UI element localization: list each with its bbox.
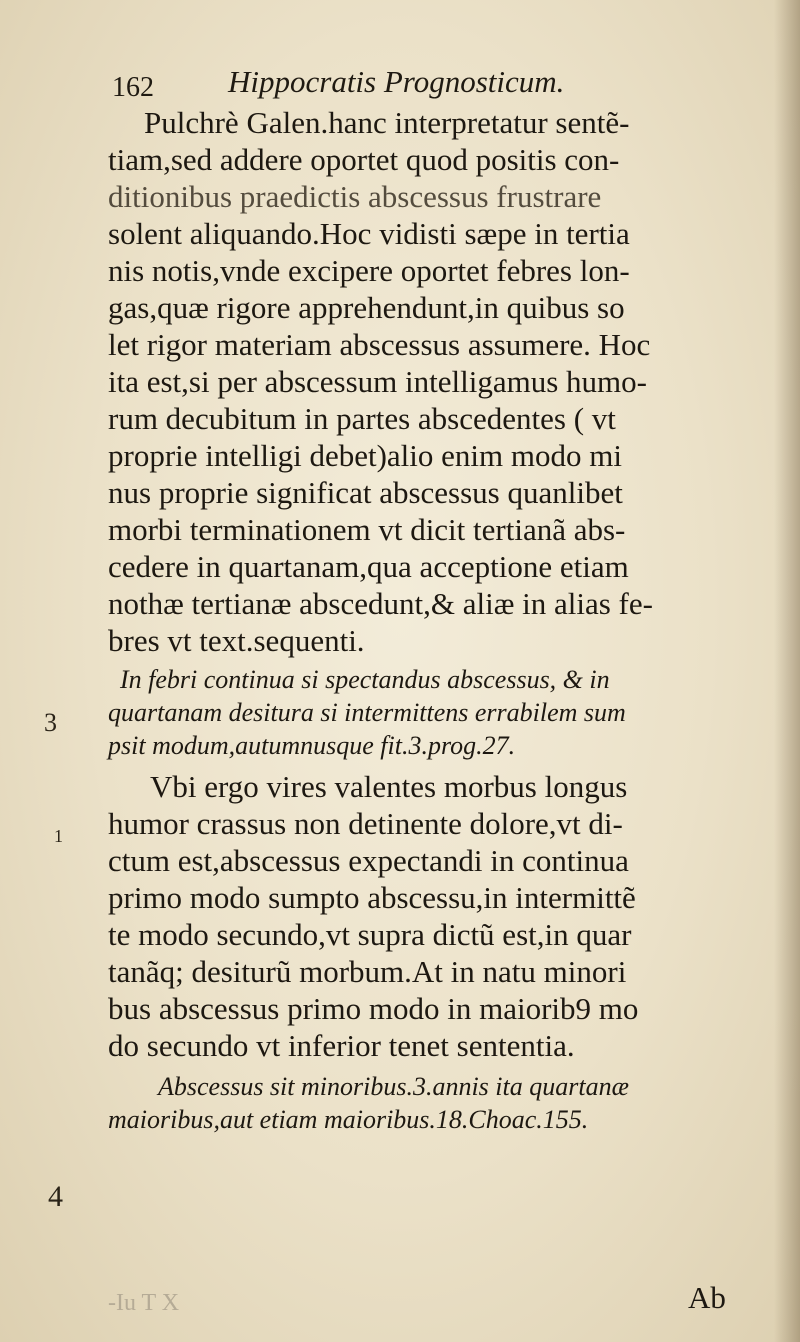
text-line: let rigor materiam abscessus assumere. Hoc [108,327,651,362]
text-line: te modo secundo,vt supra dictũ est,in quar [108,917,632,952]
text-line: gas,quæ rigore apprehendunt,in quibus so [108,290,625,325]
catchword: Ab [688,1280,726,1315]
body-text [108,104,733,1136]
text-line: nothæ tertianæ abscedunt,& aliæ in alias fe- [108,586,653,621]
page-header [112,62,732,102]
italic-quote-line: Abscessus sit minoribus.3.annis ita quartanæ [158,1072,629,1101]
text-line: proprie intelligi debet)alio enim modo mi [108,438,622,473]
text-line: rum decubitum in partes abscedentes ( vt [108,401,616,436]
margin-mark: 3 [44,708,57,737]
page-number: 162 [112,72,154,103]
margin-mark: 1 [54,826,63,846]
italic-quote-line: psit modum,autumnusque fit.3.prog.27. [108,731,516,760]
text-line: tanãq; desiturũ morbum.At in natu minori [108,954,627,989]
page-gutter-shadow [774,0,800,1342]
text-line: do secundo vt inferior tenet sententia. [108,1028,575,1063]
text-line: ctum est,abscessus expectandi in continua [108,843,629,878]
text-line: ditionibus praedictis abscessus frustrare [108,179,602,214]
text-line: ita est,si per abscessum intelligamus humo- [108,364,647,399]
text-line: Pulchrè Galen.hanc interpretatur sentẽ- [144,105,630,140]
text-line: morbi terminationem vt dicit tertianã abs- [108,512,626,547]
text-line: Vbi ergo vires valentes morbus longus [150,769,628,804]
faint-footer-text: -Iu T X [108,1290,180,1316]
text-line: nus proprie significat abscessus quanlibet [108,475,623,510]
text-line: primo modo sumpto abscessu,in intermittẽ [108,880,636,915]
italic-quote-line: maioribus,aut etiam maioribus.18.Choac.155. [108,1105,589,1134]
italic-quote-line: quartanam desitura si intermittens errabilem sum [108,698,626,727]
running-title: Hippocratis Prognosticum. [228,64,565,99]
text-line: humor crassus non detinente dolore,vt di- [108,806,623,841]
text-line: solent aliquando.Hoc vidisti sæpe in tertia [108,216,630,251]
text-line: cedere in quartanam,qua acceptione etiam [108,549,629,584]
text-line: tiam,sed addere oportet quod positis con- [108,142,620,177]
text-line: bus abscessus primo modo in maiorib9 mo [108,991,639,1026]
italic-quote-line: In febri continua si spectandus abscessus, & in [120,665,610,694]
text-line: nis notis,vnde excipere oportet febres lon- [108,253,630,288]
text-line: bres vt text.sequenti. [108,623,365,658]
margin-mark: 4 [48,1180,63,1213]
